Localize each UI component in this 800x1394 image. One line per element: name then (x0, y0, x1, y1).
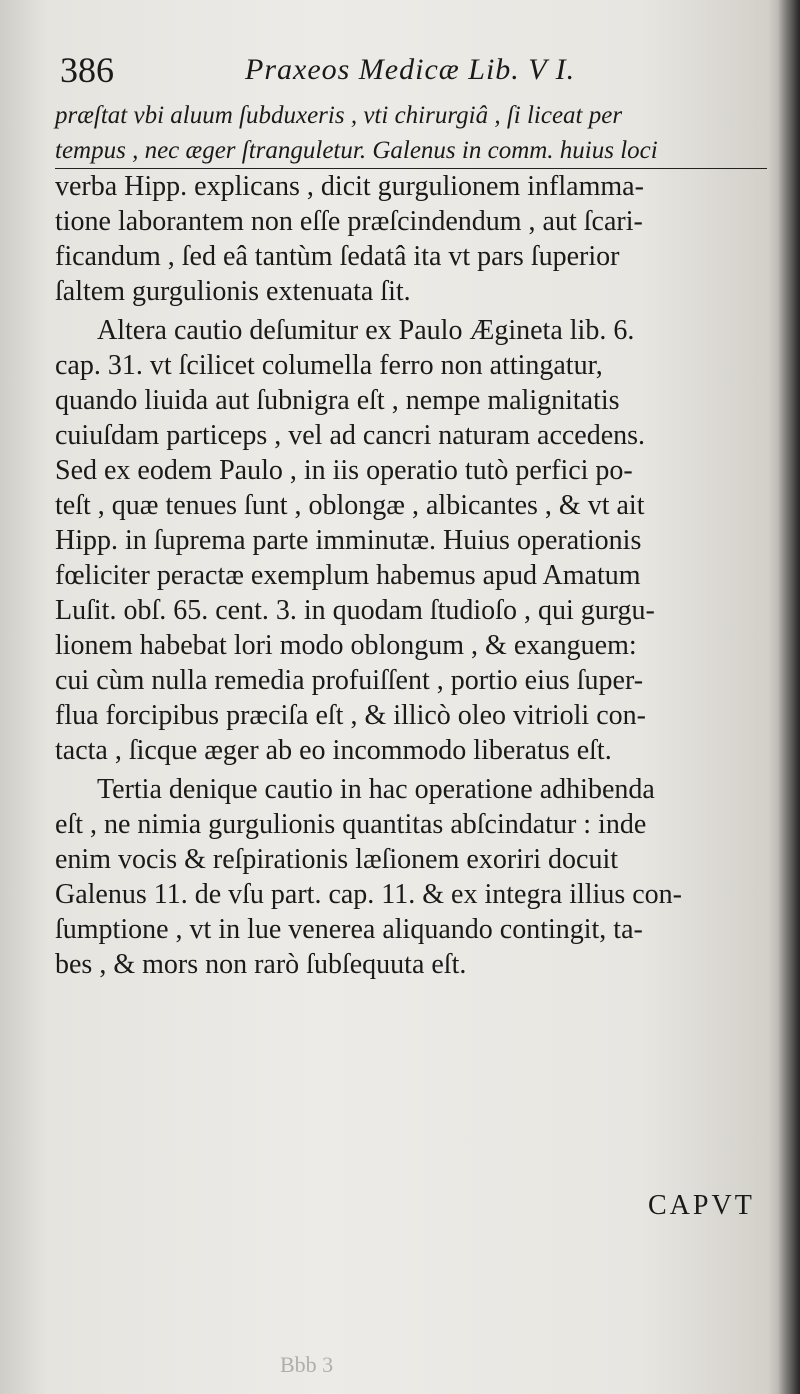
running-title: Praxeos Medicæ Lib. V I. (245, 53, 576, 86)
text-line: ſumptione , vt in lue venerea aliquando contingit, ta- (55, 914, 643, 945)
text-line: Altera cautio deſumitur ex Paulo Ægineta lib. 6. (97, 315, 635, 346)
text-line: verba Hipp. explicans , dicit gurgulionem inflamma- (55, 171, 644, 202)
text-line: flua forcipibus præciſa eſt , & illicò oleo vitrioli con- (55, 700, 646, 731)
text-line: Hipp. in ſuprema parte imminutæ. Huius operationis (55, 525, 642, 556)
page-number: 386 (60, 50, 114, 90)
text-line: Luſit. obſ. 65. cent. 3. in quodam ſtudioſo , qui gurgu- (55, 595, 655, 626)
text-line: Tertia denique cautio in hac operatione adhibenda (97, 774, 655, 805)
text-line: præſtat vbi aluum ſubduxeris , vti chirurgiâ , ſi liceat per (55, 102, 623, 129)
text-line: bes , & mors non rarò ſubſequuta eſt. (55, 949, 467, 980)
text-line: tempus , nec æger ſtranguletur. Galenus in comm. huius loci (55, 133, 767, 169)
text-line: fœliciter peractæ exemplum habemus apud Amatum (55, 560, 641, 591)
text-line: ſaltem gurgulionis extenuata ſit. (55, 276, 411, 307)
text-line: teſt , quæ tenues ſunt , oblongæ , albicantes , & vt ait (55, 490, 645, 521)
text-line: lionem habebat lori modo oblongum , & exanguem: (55, 630, 637, 661)
text-line: ficandum , ſed eâ tantùm ſedatâ ita vt pars ſuperior (55, 241, 620, 272)
catchword: CAPVT (648, 1190, 755, 1221)
text-line: Sed ex eodem Paulo , in iis operatio tutò perfici po- (55, 455, 633, 486)
text-line: cui cùm nulla remedia profuiſſent , portio eius ſuper- (55, 665, 644, 696)
text-line: tacta , ſicque æger ab eo incommodo liberatus eſt. (55, 735, 612, 766)
body-text (55, 98, 767, 982)
bleed-through-signature: Bbb 3 (280, 1352, 334, 1377)
text-line: quando liuida aut ſubnigra eſt , nempe malignitatis (55, 385, 620, 416)
text-line: tione laborantem non eſſe præſcindendum , aut ſcari- (55, 206, 643, 237)
text-line: eſt , ne nimia gurgulionis quantitas abſcindatur : inde (55, 809, 647, 840)
text-line: Galenus 11. de vſu part. cap. 11. & ex integra illius con- (55, 879, 682, 910)
text-line: cap. 31. vt ſcilicet columella ferro non attingatur, (55, 350, 603, 381)
text-line: enim vocis & reſpirationis læſionem exoriri docuit (55, 844, 619, 875)
page-edge-shadow (778, 0, 800, 1394)
page-header (60, 45, 760, 95)
text-line: cuiuſdam particeps , vel ad cancri naturam accedens. (55, 420, 646, 451)
